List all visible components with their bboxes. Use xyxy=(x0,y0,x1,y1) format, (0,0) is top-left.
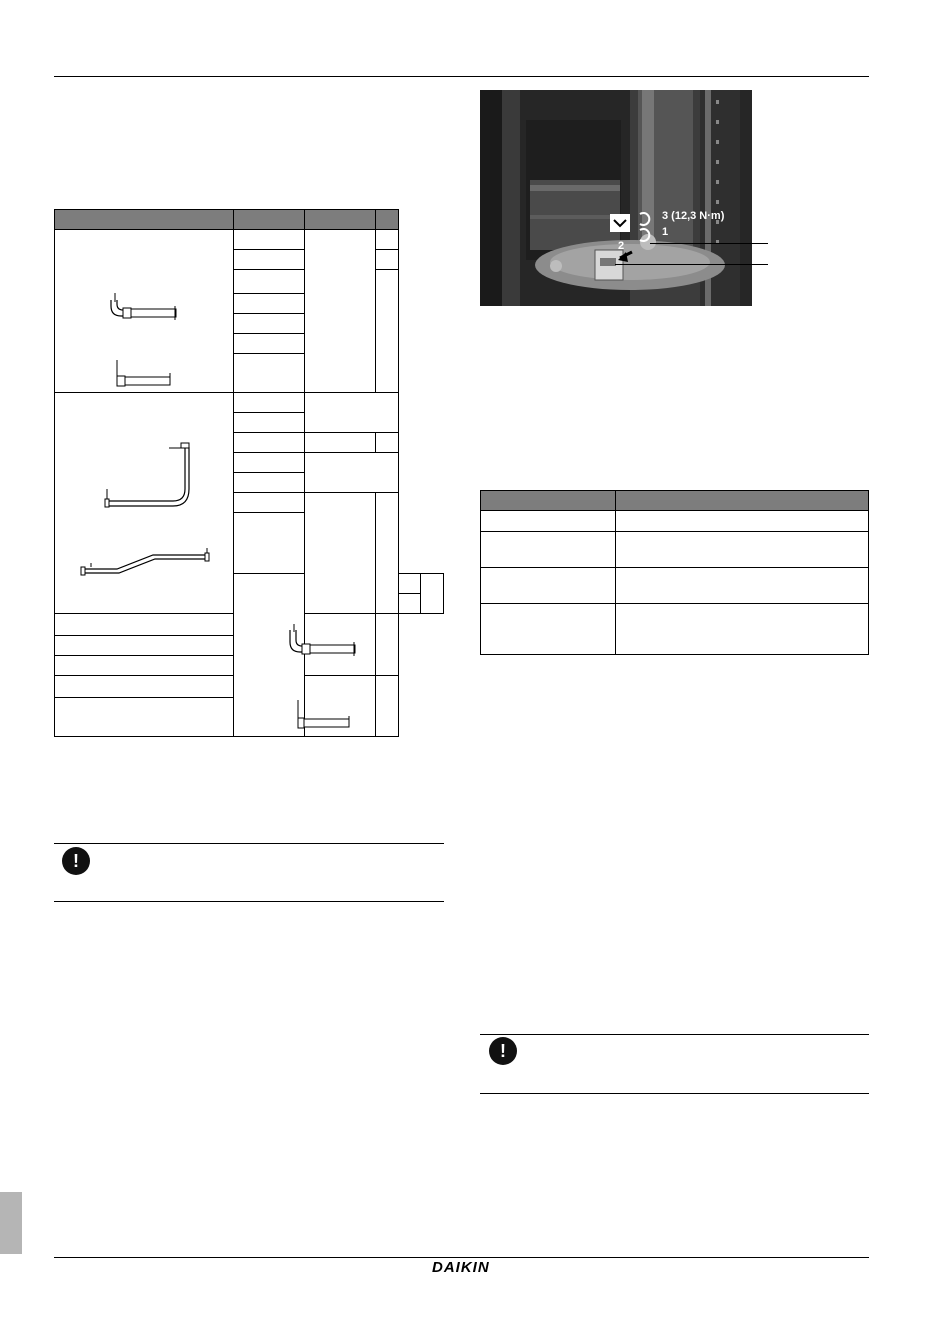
exclamation-icon: ! xyxy=(62,847,90,875)
compressor-photo xyxy=(480,90,752,306)
compressor-photo-drawing xyxy=(480,90,752,306)
torque-label: 3 (12,3 N·m) xyxy=(662,210,725,222)
header-rule xyxy=(54,76,869,77)
pipe-illustration-cell-3 xyxy=(234,574,305,737)
pipe-illustration-cell-2 xyxy=(55,393,234,614)
exclamation-icon: ! xyxy=(489,1037,517,1065)
step-two-label: 2 xyxy=(618,240,625,252)
footer-rule xyxy=(54,1257,869,1258)
notice-top-rule-left xyxy=(54,843,444,844)
elbow-pipe-illustration-2 xyxy=(234,574,412,736)
callout-line-1 xyxy=(650,243,768,244)
pipe-accessory-table xyxy=(54,209,444,737)
notice-bottom-rule-right xyxy=(480,1093,869,1094)
callout-line-2 xyxy=(615,264,768,265)
notice-bottom-rule-left xyxy=(54,901,444,902)
page-section-tab xyxy=(0,1192,22,1254)
table-header-row xyxy=(55,210,444,230)
daikin-logo: DAIKIN xyxy=(432,1259,490,1276)
step-one-label: 1 xyxy=(662,226,669,238)
notice-top-rule-right xyxy=(480,1034,869,1035)
bent-pipe-illustration xyxy=(55,393,233,581)
specification-table xyxy=(480,490,869,655)
pipe-illustration-cell-1 xyxy=(55,230,234,393)
elbow-pipe-illustration xyxy=(55,230,233,392)
